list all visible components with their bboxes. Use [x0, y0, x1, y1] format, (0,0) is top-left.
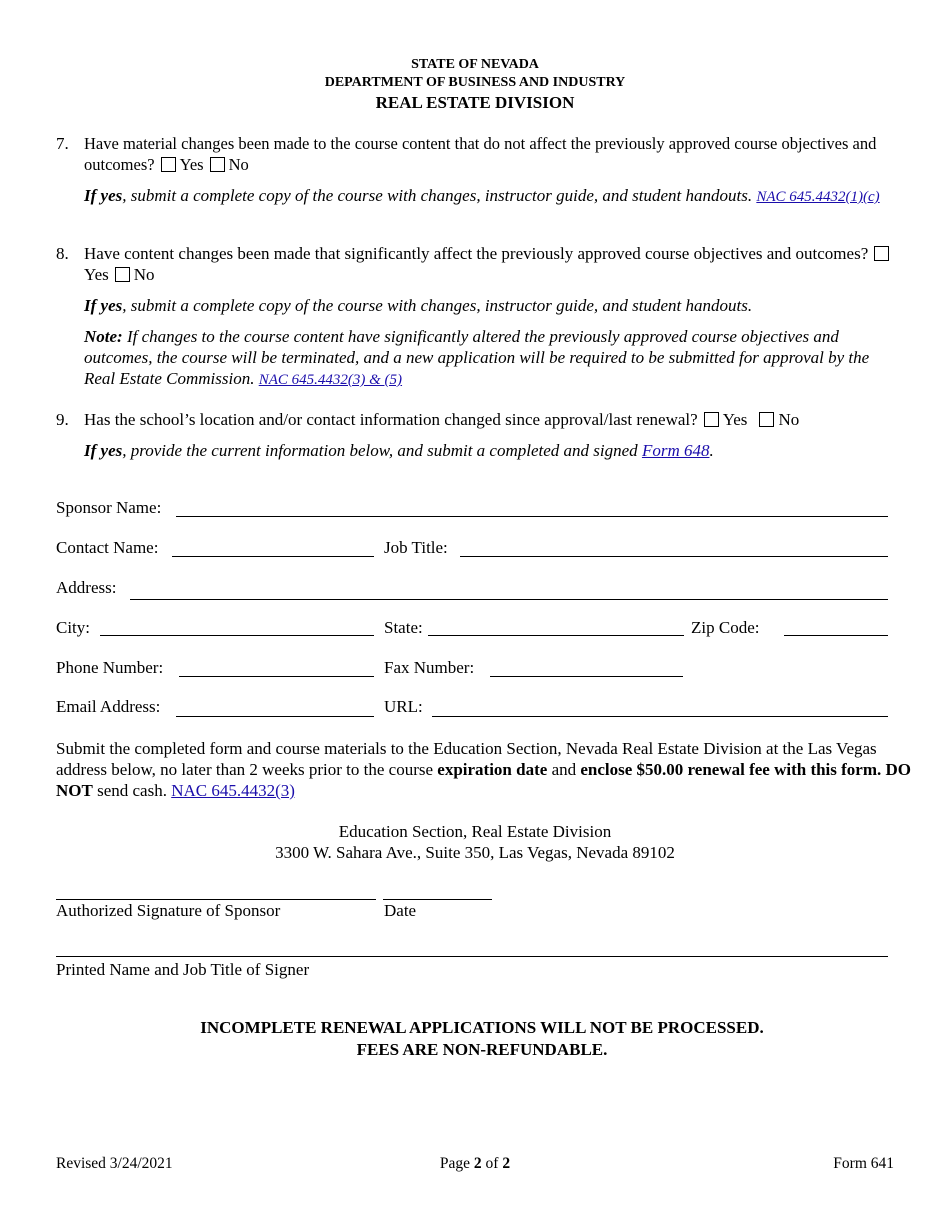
phone-number-label: Phone Number: — [56, 658, 164, 677]
nac-link[interactable]: NAC 645.4432(1)(c) — [756, 189, 880, 205]
yes-checkbox[interactable] — [161, 157, 176, 172]
yes-checkbox[interactable] — [704, 412, 719, 427]
question-9 — [56, 409, 916, 461]
date-label: Date — [384, 901, 417, 920]
question-number: 8. — [56, 244, 69, 263]
if-yes-text: , submit a complete copy of the course with changes, instructor guide, and student handouts. — [122, 296, 753, 315]
footer-revised: Revised 3/24/2021 — [56, 1155, 173, 1172]
question-text: Have material changes been made to the course content that do not affect the previously approved course objectives and outcomes? — [84, 134, 877, 174]
yes-checkbox[interactable] — [874, 246, 889, 261]
date-line[interactable] — [383, 899, 492, 900]
url-label: URL: — [384, 697, 423, 716]
url-field[interactable] — [432, 716, 888, 717]
no-label: No — [228, 155, 249, 174]
state-field[interactable] — [428, 635, 684, 636]
no-label: No — [778, 410, 800, 429]
city-label: City: — [56, 618, 91, 637]
zip-code-field[interactable] — [784, 635, 888, 636]
submit-bold-1: expiration date — [437, 760, 548, 779]
no-checkbox[interactable] — [115, 267, 130, 282]
submission-instructions — [56, 738, 916, 801]
form-648-link[interactable]: Form 648 — [641, 441, 710, 460]
job-title-label: Job Title: — [384, 538, 448, 557]
mailing-address-line1: Education Section, Real Estate Division — [338, 822, 612, 841]
sponsor-name-field[interactable] — [176, 516, 888, 517]
signature-label: Authorized Signature of Sponsor — [56, 901, 281, 920]
header-division: REAL ESTATE DIVISION — [375, 93, 575, 112]
fax-number-field[interactable] — [490, 676, 683, 677]
no-checkbox[interactable] — [210, 157, 225, 172]
question-text: Has the school’s location and/or contact information changed since approval/last renewal? — [84, 410, 698, 429]
yes-label: Yes — [179, 155, 204, 174]
note — [84, 326, 896, 391]
page-current: 2 — [473, 1155, 482, 1172]
signature-line[interactable] — [56, 899, 376, 900]
submit-text-3: send cash. — [92, 781, 172, 800]
question-8 — [56, 243, 896, 391]
sponsor-name-label: Sponsor Name: — [56, 498, 162, 517]
question-text: Have content changes been made that significantly affect the previously approved course objectives and outcomes? — [84, 244, 869, 263]
yes-label: Yes — [84, 265, 109, 284]
email-address-label: Email Address: — [56, 697, 161, 716]
submit-bold-2: enclose $50.00 renewal fee with this form. DO NOT — [56, 760, 912, 800]
page-word: Page — [439, 1155, 474, 1172]
if-yes-instruction — [84, 185, 896, 208]
phone-number-field[interactable] — [179, 676, 374, 677]
if-yes-instruction — [84, 440, 916, 461]
note-text: If changes to the course content have significantly altered the previously approved course objectives and outcomes, the course will be terminated, and a new application will be required to be submitted for approval by the Real Estate Commission. — [84, 327, 870, 388]
yes-label: Yes — [722, 410, 748, 429]
address-label: Address: — [56, 578, 117, 597]
if-yes-bold: If yes — [84, 296, 123, 315]
header-department: DEPARTMENT OF BUSINESS AND INDUSTRY — [324, 75, 626, 90]
note-bold: Note: — [84, 327, 123, 346]
footer-form-number: Form 641 — [833, 1155, 894, 1172]
no-label: No — [133, 265, 155, 284]
job-title-field[interactable] — [460, 556, 888, 557]
period: . — [709, 441, 714, 460]
nac-link[interactable]: NAC 645.4432(3) & (5) — [258, 372, 403, 388]
nac-link[interactable]: NAC 645.4432(3) — [171, 781, 295, 800]
question-number: 9. — [56, 410, 69, 429]
fax-number-label: Fax Number: — [384, 658, 475, 677]
contact-name-label: Contact Name: — [56, 538, 159, 557]
if-yes-instruction — [84, 295, 896, 316]
address-field[interactable] — [130, 599, 888, 600]
question-number: 7. — [56, 134, 69, 153]
page-of: of — [481, 1155, 503, 1172]
if-yes-bold: If yes — [84, 186, 123, 205]
printed-name-line[interactable] — [56, 956, 888, 957]
if-yes-text: , submit a complete copy of the course with changes, instructor guide, and student handouts. — [122, 186, 753, 205]
mailing-address-line2: 3300 W. Sahara Ave., Suite 350, Las Vegas, Nevada 89102 — [275, 843, 675, 862]
no-checkbox[interactable] — [759, 412, 774, 427]
footer-page-number — [0, 1155, 950, 1173]
submit-text-2: and — [547, 760, 581, 779]
if-yes-bold: If yes — [84, 441, 123, 460]
state-label: State: — [384, 618, 423, 637]
if-yes-text: , provide the current information below, and submit a completed and signed — [122, 441, 638, 460]
city-field[interactable] — [100, 635, 374, 636]
email-address-field[interactable] — [176, 716, 374, 717]
zip-code-label: Zip Code: — [691, 618, 760, 637]
header-state: STATE OF NEVADA — [411, 57, 539, 72]
warning-line2: FEES ARE NON-REFUNDABLE. — [356, 1040, 608, 1059]
question-7 — [56, 133, 896, 208]
page-total: 2 — [502, 1155, 511, 1172]
warning-line1: INCOMPLETE RENEWAL APPLICATIONS WILL NOT BE PROCESSED. — [200, 1018, 764, 1037]
submit-text-1: Submit the completed form and course materials to the Education Section, Nevada Real Estate Division at the Las Vegas address below, no later than 2 weeks prior to the course — [56, 739, 877, 779]
contact-name-field[interactable] — [172, 556, 374, 557]
printed-name-label: Printed Name and Job Title of Signer — [56, 960, 310, 979]
